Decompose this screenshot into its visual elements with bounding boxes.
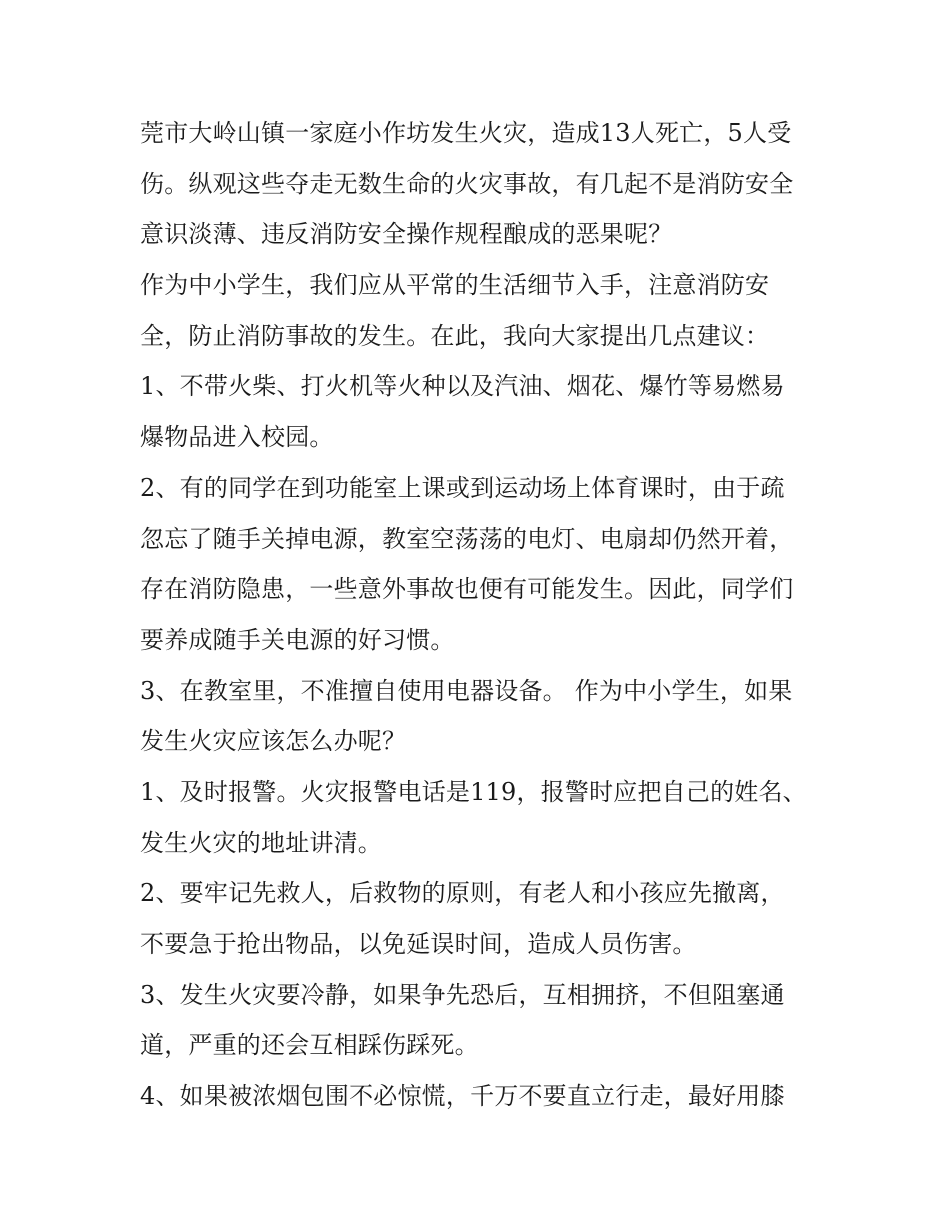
text-line: 发生火灾应该怎么办呢？ (140, 727, 407, 756)
text-line: 爆物品进入校园。 (140, 423, 334, 452)
text-line: 1、不带火柴、打火机等火种以及汽油、烟花、爆竹等易燃易 (140, 372, 785, 401)
text-line: 全，防止消防事故的发生。在此，我向大家提出几点建议： (140, 321, 770, 350)
text-line: 忽忘了随手关掉电源，教室空荡荡的电灯、电扇却仍然开着， (140, 524, 794, 553)
text-line: 发生火灾的地址讲清。 (140, 828, 382, 857)
text-line: 2、要牢记先救人，后救物的原则，有老人和小孩应先撤离， (140, 879, 785, 908)
text-line: 不要急于抢出物品，以免延误时间，造成人员伤害。 (140, 930, 697, 958)
text-line: 3、在教室里，不准擅自使用电器设备。 作为中小学生，如果 (140, 676, 793, 705)
text-line: 道，严重的还会互相踩伤踩死。 (140, 1031, 479, 1060)
document-body (140, 108, 820, 1122)
text-line: 要养成随手关电源的好习惯。 (140, 625, 455, 654)
text-line: 意识淡薄、违反消防安全操作规程酿成的恶果呢？ (140, 220, 673, 249)
text-line: 1、及时报警。火灾报警电话是119，报警时应把自己的姓名、 (140, 777, 807, 806)
text-line: 莞市大岭山镇一家庭小作坊发生火灾，造成13人死亡，5人受 (140, 119, 792, 147)
text-line: 2、有的同学在到功能室上课或到运动场上体育课时，由于疏 (140, 473, 785, 502)
text-line: 存在消防隐患，一些意外事故也便有可能发生。因此，同学们 (140, 575, 794, 604)
text-line: 4、如果被浓烟包围不必惊慌，千万不要直立行走，最好用膝 (140, 1082, 785, 1111)
text-line: 伤。纵观这些夺走无数生命的火灾事故，有几起不是消防安全 (140, 169, 794, 198)
text-line: 3、发生火灾要冷静，如果争先恐后，互相拥挤，不但阻塞通 (140, 980, 785, 1009)
text-line: 作为中小学生，我们应从平常的生活细节入手，注意消防安 (140, 271, 770, 300)
